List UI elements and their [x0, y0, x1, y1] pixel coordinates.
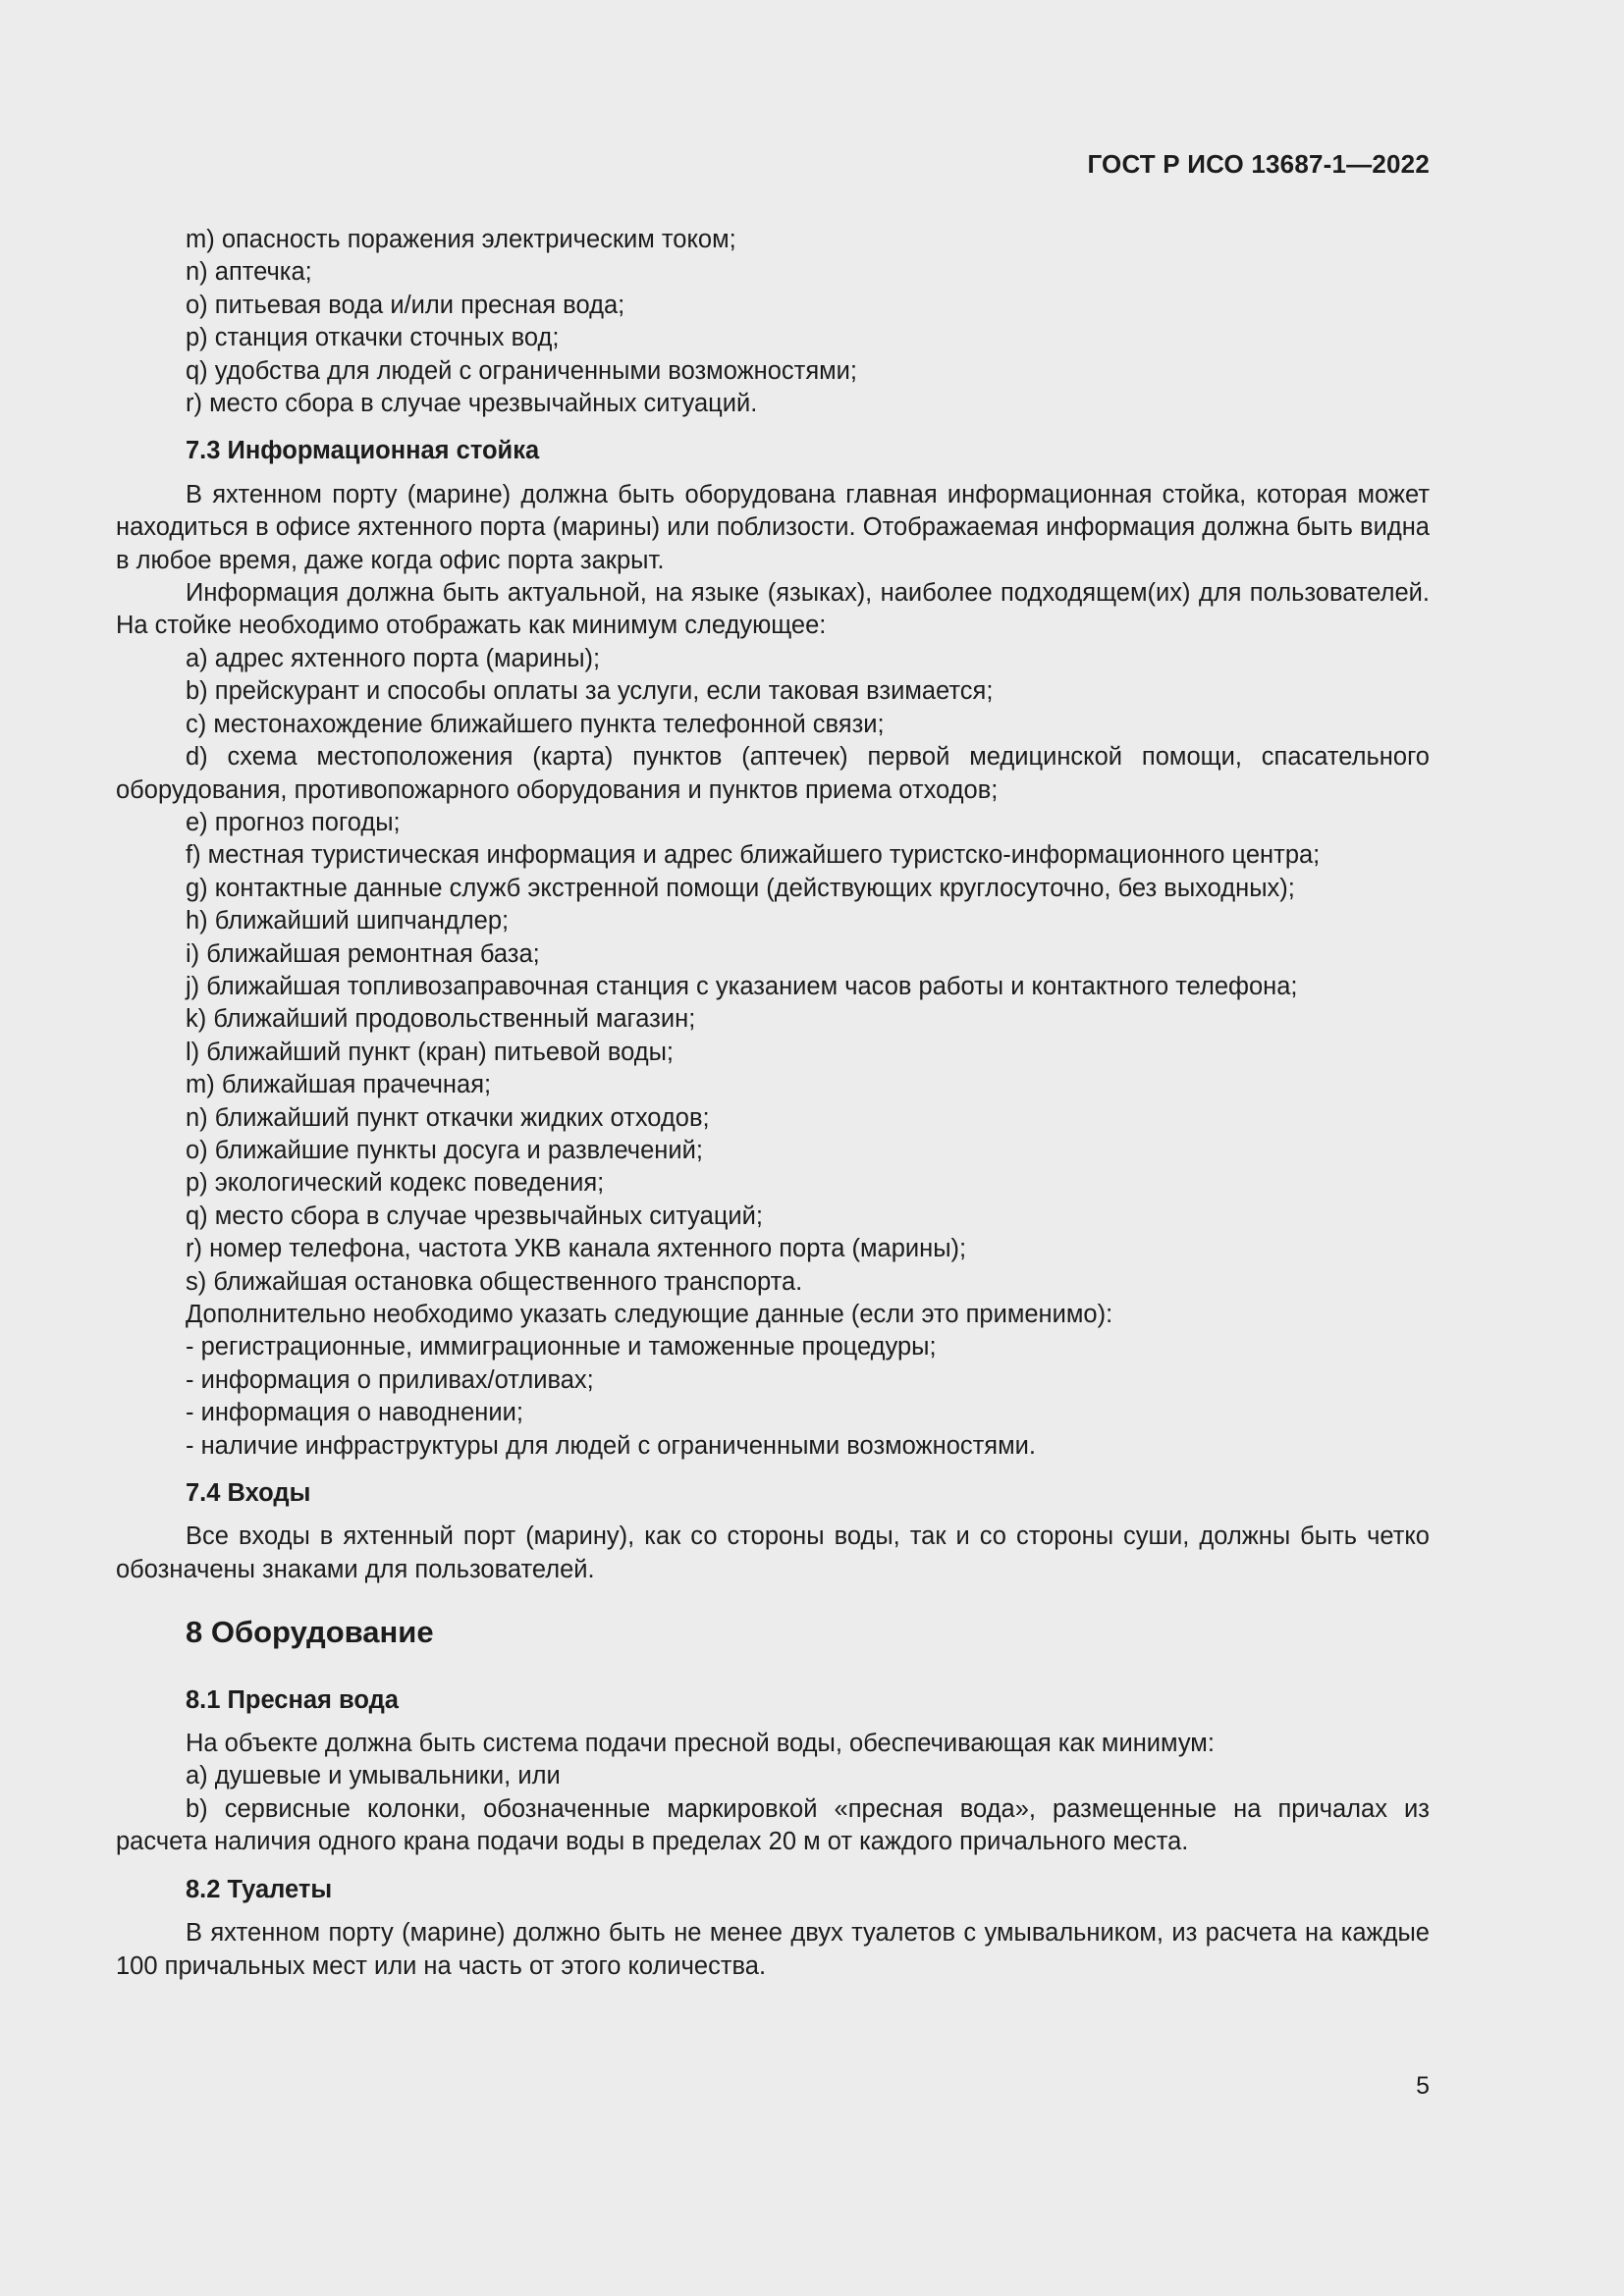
list-item: k) ближайший продовольственный магазин;	[186, 1005, 696, 1034]
section-8-2-paragraph: В яхтенном порту (марине) должно быть не менее двух туалетов с умывальником, из расчета на каждые 100 причальных мест или на часть от этого количества.	[116, 1919, 1430, 1980]
section-7-4-paragraph: Все входы в яхтенный порт (марину), как со стороны воды, так и со стороны суши, должны быть четко обозначены знаками для пользователей.	[116, 1522, 1430, 1583]
page-number: 5	[1416, 2072, 1430, 2100]
dash-item: - наличие инфраструктуры для людей с ограниченными возможностями.	[186, 1431, 1036, 1460]
list-item: b) прейскурант и способы оплаты за услуги, если таковая взимается;	[186, 677, 994, 706]
section-7-3-heading: 7.3 Информационная стойка	[186, 437, 540, 465]
list-item: c) местонахождение ближайшего пункта телефонной связи;	[186, 710, 885, 738]
list-item: n) аптечка;	[186, 258, 312, 287]
list-item: f) местная туристическая информация и адрес ближайшего туристско-информационного центра;	[186, 841, 1321, 870]
section-8-1-paragraph: На объекте должна быть система подачи пресной воды, обеспечивающая как минимум:	[186, 1730, 1215, 1758]
section-7-3-paragraph-2: Информация должна быть актуальной, на языке (языках), наиболее подходящем(их) для пользователей. На стойке необходимо отображать как минимум следующее:	[116, 579, 1430, 640]
list-top	[116, 224, 1430, 420]
section-7-4-heading: 7.4 Входы	[186, 1479, 311, 1508]
section-8-heading: 8 Оборудование	[186, 1615, 434, 1650]
page-body	[116, 224, 1430, 1983]
list-item: a) адрес яхтенного порта (марины);	[186, 644, 601, 672]
list-item: l) ближайший пункт (кран) питьевой воды;	[186, 1038, 675, 1066]
dash-item: - информация о приливах/отливах;	[186, 1365, 594, 1394]
list-item: r) номер телефона, частота УКВ канала яхтенного порта (марины);	[186, 1235, 967, 1263]
section-8-1-heading: 8.1 Пресная вода	[186, 1685, 399, 1714]
list-item: j) ближайшая топливозаправочная станция с указанием часов работы и контактного телефона;	[186, 972, 1298, 1000]
list-item: o) питьевая вода и/или пресная вода;	[186, 291, 625, 319]
list-item: h) ближайший шипчандлер;	[186, 907, 510, 935]
list-item: r) место сбора в случае чрезвычайных ситуаций.	[186, 390, 758, 418]
list-item: o) ближайшие пункты досуга и развлечений;	[186, 1136, 703, 1164]
dash-item: - информация о наводнении;	[186, 1399, 523, 1427]
list-item: n) ближайший пункт откачки жидких отходов;	[186, 1103, 710, 1132]
section-7-3-paragraph-1: В яхтенном порту (марине) должна быть оборудована главная информационная стойка, которая может находиться в офисе яхтенного порта (марины) или поблизости. Отображаемая информация должна быть видна в любое время, даже когда офис порта закрыт.	[116, 480, 1430, 574]
standard-designation: ГОСТ Р ИСО 13687-1—2022	[1087, 149, 1430, 179]
list-item: a) душевые и умывальники, или	[186, 1762, 561, 1790]
list-item: m) ближайшая прачечная;	[186, 1071, 492, 1099]
list-item: q) место сбора в случае чрезвычайных ситуаций;	[186, 1201, 764, 1230]
list-item: e) прогноз погоды;	[186, 808, 401, 836]
extra-intro: Дополнительно необходимо указать следующие данные (если это применимо):	[186, 1301, 1113, 1328]
section-8-2-heading: 8.2 Туалеты	[186, 1875, 333, 1903]
list-item: q) удобства для людей с ограниченными возможностями;	[186, 356, 858, 385]
list-item-d: d) схема местоположения (карта) пунктов (аптечек) первой медицинской помощи, спасательного оборудования, противопожарного оборудования и пунктов приема отходов;	[116, 743, 1430, 804]
list-item: p) станция откачки сточных вод;	[186, 324, 560, 352]
list-item: i) ближайшая ремонтная база;	[186, 939, 540, 968]
list-item: m) опасность поражения электрическим током;	[186, 226, 736, 253]
list-item: g) контактные данные служб экстренной помощи (действующих круглосуточно, без выходных);	[186, 874, 1295, 902]
list-item-b: b) сервисные колонки, обозначенные маркировкой «пресная вода», размещенные на причалах из расчета наличия одного крана подачи воды в пределах 20 м от каждого причального места.	[116, 1794, 1430, 1856]
dash-item: - регистрационные, иммиграционные и таможенные процедуры;	[186, 1333, 937, 1362]
list-item: p) экологический кодекс поведения;	[186, 1169, 605, 1198]
list-item: s) ближайшая остановка общественного транспорта.	[186, 1267, 803, 1296]
